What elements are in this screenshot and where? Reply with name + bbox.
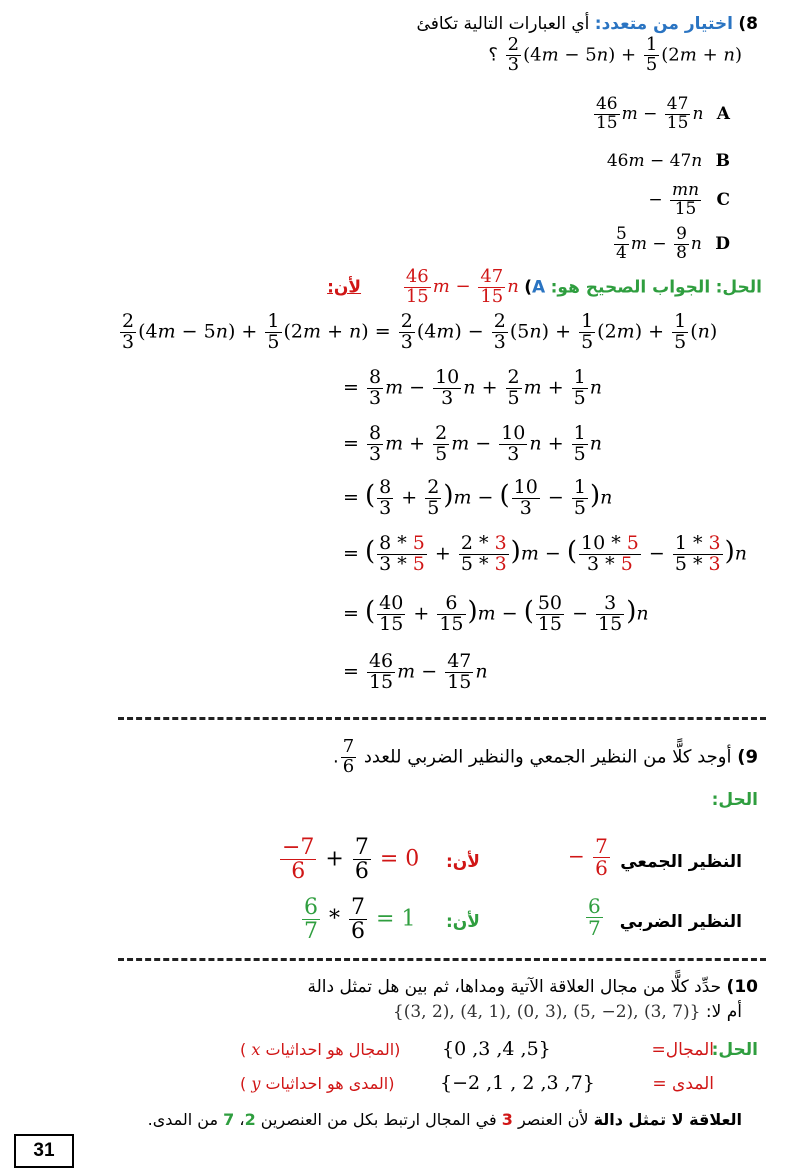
q8-step-2: = $\frac{8}{3}$ m − $\frac{10}{3}$ n + $\frac{2}{5}$ m + $\frac{1}{5}$ n: [343, 366, 602, 409]
q8-answer-letter: A: [532, 277, 546, 298]
q8-solution-label: الحل:: [715, 277, 762, 298]
divider-2: [118, 958, 766, 961]
q8-option-c-letter: C: [716, 189, 730, 210]
q8-answer-label: الجواب الصحيح هو:: [550, 277, 711, 298]
q8-option-d[interactable]: $\frac{5}{4}$ m − $\frac{9}{8}$ n D: [616, 224, 730, 263]
page-number: 31: [14, 1134, 74, 1168]
q10-conclusion-part-3: من المدى.: [147, 1110, 219, 1129]
q10-domain-note: [240, 1040, 400, 1059]
q8-step-5: = ( $\frac{8 * 5}{3 * 5}$ + $\frac{2 * 3}{5 * 3}$ )m − ( $\frac{10 * 5}{3 * 5}$ − $\frac{1 * 3}{5 * 3}$ )n: [343, 532, 748, 575]
q9-multiplicative-value: $\frac{6}{7}$: [588, 894, 601, 940]
q10-domain-label: المجال=: [651, 1040, 714, 1060]
q9-question: أوجد كلًّا من النظير الجمعي والنظير الضربي للعدد: [363, 746, 732, 768]
q10-conclusion-bold: العلاقة لا تمثل دالة: [593, 1110, 742, 1129]
q8-option-b-letter: B: [715, 151, 730, 171]
q10-range-note-close: ): [240, 1074, 247, 1093]
q10-conclusion-part-1: لأن العنصر: [517, 1110, 589, 1129]
q10-range-note-var: y: [251, 1074, 261, 1093]
q8-option-b[interactable]: 46m − 47n B: [606, 151, 730, 171]
q10-line-2: [393, 1002, 742, 1022]
q10-conclusion-separator: ،: [239, 1110, 245, 1129]
q10-relation: {(3, 2), (4, 1), (0, 3), (5, −2), (3, 7)}: [392, 1002, 701, 1022]
q8-option-a-letter: A: [716, 103, 730, 124]
q10-domain-set: {0 ,3 ,4 ,5}: [442, 1038, 551, 1060]
q10-question-line-2: أم لا:: [705, 1002, 742, 1022]
q10-conclusion: [148, 1110, 742, 1129]
q10-range-label: المدى =: [652, 1074, 714, 1094]
q9-additive-value: − $\frac{7}{6}$: [568, 834, 608, 880]
q8-step-4: = ( $\frac{8}{3}$ + $\frac{2}{5}$ )m − ( $\frac{10}{3}$ − $\frac{1}{5}$ )n: [343, 476, 613, 519]
q9-one: 1: [401, 906, 416, 932]
q10-question-line-1: حدِّد كلًّا من مجال العلاقة الآتية ومداها، ثم بين هل تمثل دالة: [307, 977, 722, 997]
q9-multiplicative-check: $\frac{6}{7}$ * $\frac{7}{6}$ = 1: [304, 895, 416, 945]
q8-step-1: $\frac{2}{3}$ (4m − 5n) + $\frac{1}{5}$ (2m + n) = $\frac{2}{3}$ (4m) − $\frac{2}{3}$ (5n) + $\frac{1}{5}$ (2m) + $\frac{1}{5}$ (n): [122, 310, 718, 353]
q9-additive-because: لأن:: [446, 852, 480, 872]
q10-line-1: [307, 977, 758, 997]
q8-question: أي العبارات التالية تكافئ: [416, 14, 590, 34]
q10-solution-label: الحل:: [711, 1040, 758, 1060]
q10-conclusion-element-1: 2: [244, 1110, 256, 1129]
q8-because-label: لأن:: [327, 277, 362, 298]
q9-header: 9) أوجد كلًّا من النظير الجمعي والنظير الضربي للعدد $\frac{7}{6}$ .: [332, 736, 758, 777]
q8-step-6: = ( $\frac{40}{15}$ + $\frac{6}{15}$ )m − ( $\frac{50}{15}$ − $\frac{3}{15}$ )n: [343, 592, 649, 635]
q10-domain-note-var: x: [251, 1040, 261, 1059]
q9-multiplicative-because: لأن:: [446, 912, 480, 932]
divider-1: [118, 717, 766, 720]
q9-additive-check: $\frac{-7}{6}$ + $\frac{7}{6}$ = 0: [282, 835, 420, 885]
q10-range-note-open: (المدى هو احداثيات: [265, 1074, 395, 1093]
q9-multiplicative-label: النظير الضربي: [619, 912, 742, 932]
q10-range-note: [240, 1074, 395, 1093]
q10-domain-note-open: (المجال هو احداثيات: [265, 1040, 401, 1059]
q8-answer-line: الحل: الجواب الصحيح هو: A) $\frac{46}{15}$ m − $\frac{47}{15}$ n لأن:: [327, 266, 762, 307]
q8-expression: ؟ $\frac{2}{3}$ (4m − 5n) + $\frac{1}{5}$ (2m + n): [488, 34, 742, 75]
q9-zero: 0: [405, 846, 420, 872]
q8-header: [417, 14, 758, 34]
q9-number: 9): [737, 746, 758, 768]
q10-conclusion-element-2: 7: [223, 1110, 235, 1129]
q10-range-set: {−2 ,1 , 2 ,3 ,7}: [440, 1072, 595, 1094]
q10-number: 10): [726, 977, 758, 997]
q8-question-mark: ؟: [488, 44, 498, 66]
q8-step-3: = $\frac{8}{3}$ m + $\frac{2}{5}$ m − $\frac{10}{3}$ n + $\frac{1}{5}$ n: [343, 422, 602, 465]
q8-option-c[interactable]: − $\frac{mn}{15}$ C: [648, 180, 730, 219]
q8-step-7: = $\frac{46}{15}$ m − $\frac{47}{15}$ n: [343, 650, 488, 693]
q8-type-label: اختيار من متعدد:: [594, 14, 733, 34]
q8-option-a[interactable]: $\frac{46}{15}$ m − $\frac{47}{15}$ n A: [595, 94, 730, 133]
q10-domain-note-close: ): [240, 1040, 247, 1059]
q8-number: 8): [738, 14, 758, 34]
q10-conclusion-part-2: في المجال ارتبط بكل من العنصرين: [260, 1110, 497, 1129]
q8-option-d-letter: D: [715, 233, 730, 254]
q9-solution-label: الحل:: [711, 790, 758, 810]
q10-conclusion-element: 3: [501, 1110, 513, 1129]
q9-additive-label: النظير الجمعي: [620, 852, 742, 872]
